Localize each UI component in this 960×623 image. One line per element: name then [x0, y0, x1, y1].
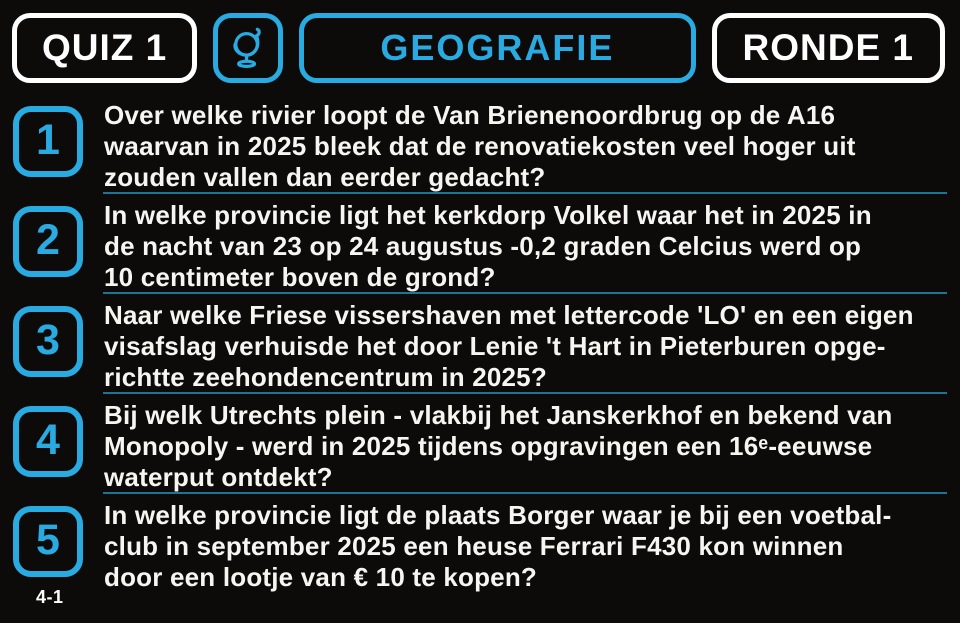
question-text	[104, 496, 891, 596]
question-line: waarvan in 2025 bleek dat de renovatiekosten veel hoger uit	[104, 131, 856, 161]
question-line: In welke provincie ligt de plaats Borger waar je bij een voetbal-	[104, 500, 892, 530]
question-row-1	[13, 96, 947, 196]
question-line: Bij welk Utrechts plein - vlakbij het Janskerkhof en bekend van	[104, 400, 893, 430]
question-separator	[103, 192, 947, 194]
question-number: 5	[36, 516, 60, 564]
question-number: 4	[36, 416, 60, 464]
question-number: 2	[36, 216, 60, 264]
question-line: waterput ontdekt?	[104, 462, 333, 492]
round-badge	[712, 13, 945, 83]
question-number-badge	[13, 206, 83, 277]
question-number-badge	[13, 106, 83, 177]
question-number-badge	[13, 306, 83, 377]
question-text	[104, 196, 872, 296]
question-row-2	[13, 196, 947, 296]
quiz-label: QUIZ 1	[42, 27, 168, 68]
question-line: In welke provincie ligt het kerkdorp Volkel waar het in 2025 in	[104, 200, 872, 230]
question-row-3	[13, 296, 947, 396]
question-number: 3	[36, 316, 60, 364]
question-line: club in september 2025 een heuse Ferrari F430 kon winnen	[104, 531, 844, 561]
category-title-badge	[299, 13, 695, 83]
question-separator	[103, 492, 947, 494]
globe-icon	[225, 24, 271, 72]
quiz-badge	[12, 13, 197, 83]
question-line: richtte zeehondencentrum in 2025?	[104, 362, 547, 392]
question-number-badge	[13, 406, 83, 477]
question-row-5	[13, 496, 947, 596]
round-label: RONDE 1	[742, 27, 914, 68]
question-line: de nacht van 23 op 24 augustus -0,2 graden Celcius werd op	[104, 231, 862, 261]
question-list	[13, 96, 947, 596]
question-line: 10 centimeter boven de grond?	[104, 262, 496, 292]
question-line: Naar welke Friese vissershaven met lettercode 'LO' en een eigen	[104, 300, 914, 330]
question-row-4	[13, 396, 947, 496]
header	[12, 13, 945, 83]
question-line: Over welke rivier loopt de Van Brienenoordbrug op de A16	[104, 100, 836, 130]
question-line: Monopoly - werd in 2025 tijdens opgravingen een 16ᵉ-eeuwse	[104, 431, 873, 461]
question-text	[104, 96, 856, 196]
question-text	[104, 396, 893, 496]
category-title: GEOGRAFIE	[380, 27, 615, 68]
question-line: visafslag verhuisde het door Lenie 't Hart in Pieterburen opge-	[104, 331, 886, 361]
question-number-badge	[13, 506, 83, 577]
question-number: 1	[36, 116, 60, 164]
category-icon-badge	[213, 13, 283, 83]
question-separator	[103, 292, 947, 294]
question-line: door een lootje van € 10 te kopen?	[104, 562, 538, 592]
slide-code: 4-1	[36, 587, 64, 607]
question-line: zouden vallen dan eerder gedacht?	[104, 162, 546, 192]
question-separator	[103, 392, 947, 394]
question-text	[104, 296, 914, 396]
